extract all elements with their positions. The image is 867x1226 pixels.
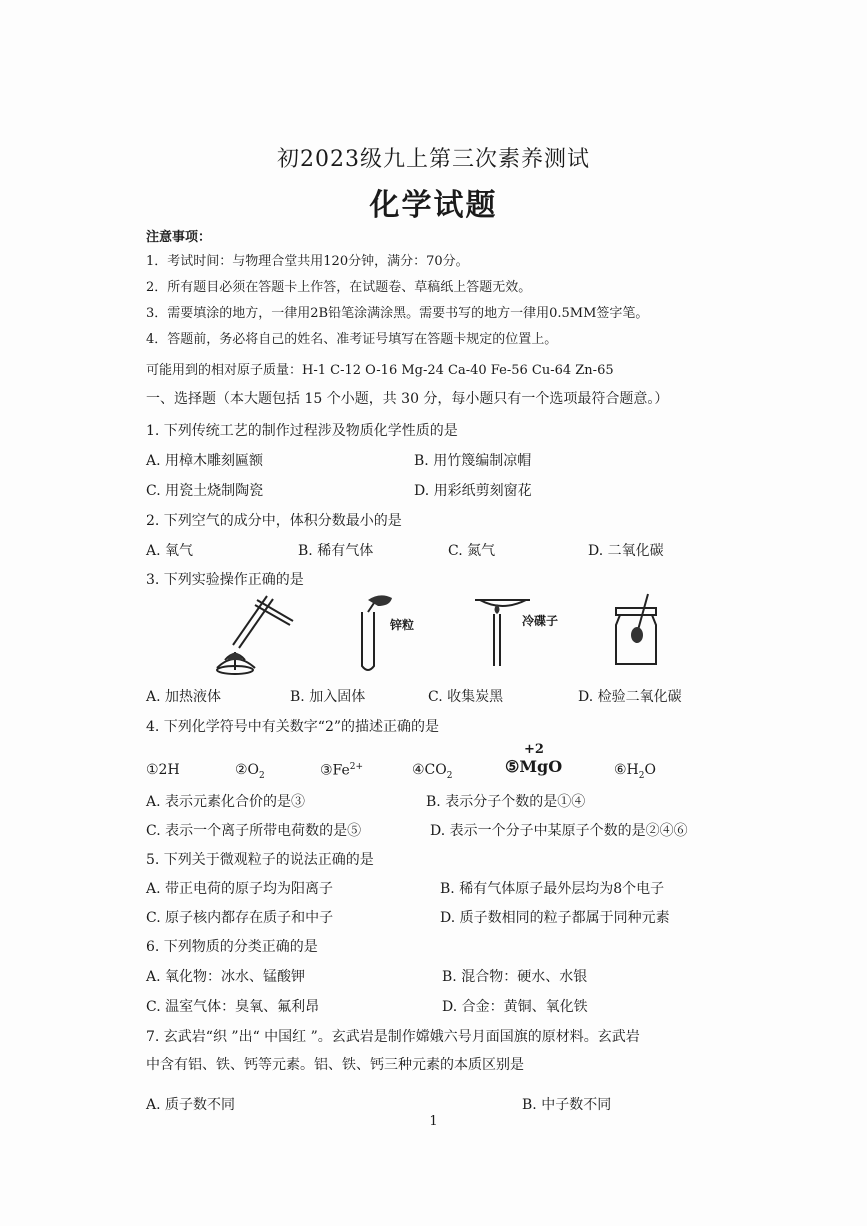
option-d: D. 表示一个分子中某原子个数的是②④⑥ [430,823,688,839]
option-d: D. 二氧化碳 [588,543,664,559]
testing-co2-figure [608,590,668,670]
section-heading: 一、选择题（本大题包括 15 个小题，共 30 分，每小题只有一个选项最符合题意。） [146,391,669,407]
option-c: C. 氮气 [448,543,496,559]
option-b: B. 稀有气体 [298,543,374,559]
subject-title: 化学试题 [369,188,498,223]
option-c: C. 表示一个离子所带电荷数的是⑤ [146,823,362,839]
option-c: C. 原子核内都存在质子和中子 [146,910,334,926]
question-stem: 1. 下列传统工艺的制作过程涉及物质化学性质的是 [146,423,458,439]
option-a: A. 氧化物：冰水、锰酸钾 [146,969,306,985]
symbol-5: ⑤MgO [505,757,563,776]
note-item: 4．答题前，务必将自己的姓名、准考证号填写在答题卡规定的位置上。 [146,332,558,347]
note-item: 1．考试时间：与物理合堂共用120分钟，满分：70分。 [146,254,469,269]
option-a: A. 氧气 [146,543,194,559]
symbol-4: $④CO_2$ [412,762,453,781]
option-c: C. 收集炭黑 [428,689,504,705]
symbol-6: $⑥H_2O$ [614,762,656,781]
option-c: C. 用瓷土烧制陶瓷 [146,483,264,499]
option-b: B. 稀有气体原子最外层均为8个电子 [440,881,665,897]
option-d: D. 检验二氧化碳 [578,689,682,705]
page-number: 1 [429,1114,438,1129]
collecting-soot-figure [470,594,540,669]
heating-liquid-figure [205,590,305,675]
question-stem: 5. 下列关于微观粒子的说法正确的是 [146,852,374,868]
dish-label: 冷碟子 [522,614,559,628]
question-stem: 2. 下列空气的成分中，体积分数最小的是 [146,513,402,529]
option-b: B. 表示分子个数的是①④ [426,794,586,810]
symbol-1: ①2H [146,762,180,778]
question-stem: 6. 下列物质的分类正确的是 [146,939,318,955]
atomic-masses: 可能用到的相对原子质量：H-1 C-12 O-16 Mg-24 Ca-40 Fe-56 Cu-64 Zn-65 [146,363,614,378]
option-d: D. 合金：黄铜、氧化铁 [442,999,588,1015]
valence-mark: +2 [524,742,544,757]
option-a: A. 质子数不同 [146,1097,236,1113]
question-stem: 7. 玄武岩“织 ”出“ 中国红 ”。玄武岩是制作嫦娥六号月面国旗的原材料。玄武岩 [146,1029,640,1045]
notes-heading: 注意事项： [146,230,212,245]
option-a: A. 加热液体 [146,689,222,705]
option-a: A. 表示元素化合价的是③ [146,794,306,810]
option-b: B. 混合物：硬水、水银 [442,969,588,985]
note-item: 3．需要填涂的地方，一律用2B铅笔涂满涂黑。需要书写的地方一律用0.5MM签字笔。 [146,306,649,321]
question-stem-continued: 中含有铝、铁、钙等元素。铝、铁、钙三种元素的本质区别是 [146,1057,524,1073]
symbol-2: $②O_2$ [235,762,265,781]
option-d: D. 用彩纸剪刻窗花 [414,483,532,499]
question-stem: 4. 下列化学符号中有关数字“2”的描述正确的是 [146,719,440,735]
option-a: A. 带正电荷的原子均为阳离子 [146,881,334,897]
exam-title: 初2023级九上第三次素养测试 [277,147,590,172]
option-a: A. 用樟木雕刻匾额 [146,453,264,469]
option-b: B. 加入固体 [290,689,366,705]
option-b: B. 中子数不同 [522,1097,612,1113]
symbol-3: $③Fe^{2+}$ [320,762,364,779]
option-c: C. 温室气体：臭氧、氟利昂 [146,999,320,1015]
zinc-label: 锌粒 [390,618,415,632]
note-item: 2．所有题目必须在答题卡上作答，在试题卷、草稿纸上答题无效。 [146,280,532,295]
question-stem: 3. 下列实验操作正确的是 [146,572,304,588]
option-d: D. 质子数相同的粒子都属于同种元素 [440,910,670,926]
option-b: B. 用竹篾编制凉帽 [414,453,532,469]
